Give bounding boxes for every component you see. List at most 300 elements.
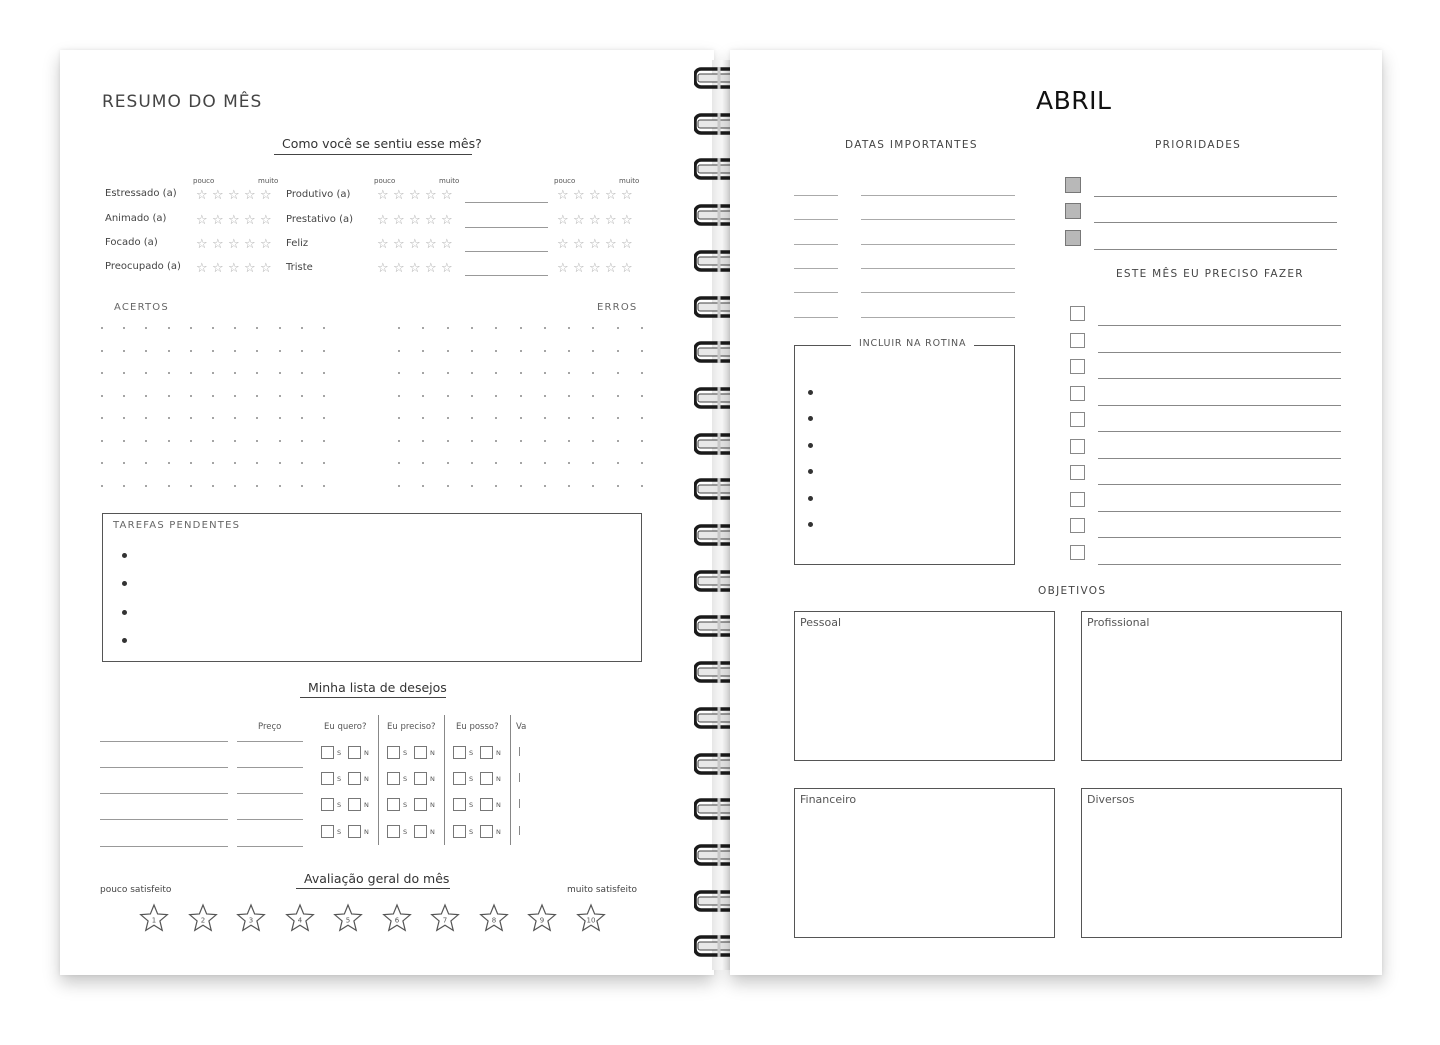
rating-star-icon: ☆ [441,237,453,252]
grid-dot [422,440,424,442]
rating-star-icon: ☆ [589,237,601,252]
grid-dot [544,417,546,419]
wish-price-line [237,846,303,847]
checkbox-icon [1070,386,1085,401]
grid-dot [234,485,236,487]
rating-star-icon: ☆ [377,261,389,276]
grid-dot [520,440,522,442]
wish-price-line [237,767,303,768]
grid-dot [617,350,619,352]
feeling-label: Feliz [286,238,309,249]
grid-dot [641,327,643,329]
event-line [861,244,1015,245]
rating-star-icon [527,903,557,933]
task-line [1098,537,1341,538]
event-line [861,292,1015,293]
right-page [730,50,1382,975]
event-line [861,268,1015,269]
yes-label: S [469,828,474,836]
grid-dot [617,440,619,442]
grid-dot [520,417,522,419]
rating-number: 1 [151,916,157,925]
yes-label: S [403,775,408,783]
grid-dot [190,372,192,374]
task-line [1098,484,1341,485]
grid-dot [398,372,400,374]
grid-dot [568,327,570,329]
bullet [808,469,813,474]
grid-dot [447,462,449,464]
grid-dot [323,485,325,487]
grid-dot [123,350,125,352]
grid-dot [168,417,170,419]
wishlist-header: Eu quero? [324,722,367,732]
page-title: RESUMO DO MÊS [102,92,263,112]
grid-dot [234,417,236,419]
grid-dot [422,417,424,419]
grid-dot [145,372,147,374]
grid-dot [447,372,449,374]
yes-label: S [337,775,342,783]
grid-dot [592,372,594,374]
feel-heading-underline [274,154,472,155]
grid-dot [256,350,258,352]
no-label: N [496,801,501,809]
checkbox [348,746,361,759]
grid-dot [398,462,400,464]
grid-dot [495,417,497,419]
grid-dot [447,440,449,442]
grid-dot [145,327,147,329]
grid-dot [495,485,497,487]
priority-line [1094,249,1337,250]
yes-label: S [403,749,408,757]
value-tick [519,799,520,808]
grid-dot [447,395,449,397]
checkbox [321,825,334,838]
rating-star-icon: ☆ [441,261,453,276]
rating-star-icon: ☆ [260,213,272,228]
grid-dot [301,372,303,374]
grid-dot [495,462,497,464]
no-label: N [364,775,369,783]
rating-high-label: muito satisfeito [567,885,638,895]
no-label: N [496,828,501,836]
checkbox-icon [1070,306,1085,321]
grid-dot [592,462,594,464]
checkbox [480,825,493,838]
rating-star-icon: ☆ [212,213,224,228]
feeling-label: Produtivo (a) [286,189,351,200]
checkbox-icon [1070,545,1085,560]
feeling-label: Animado (a) [105,213,167,224]
no-label: N [364,828,369,836]
grid-dot [101,372,103,374]
grid-dot [398,327,400,329]
grid-dot [471,327,473,329]
grid-dot [592,485,594,487]
grid-dot [168,395,170,397]
rating-star-icon: ☆ [212,237,224,252]
checkbox [480,798,493,811]
no-label: N [430,828,435,836]
rating-star-icon: ☆ [244,213,256,228]
grid-dot [568,440,570,442]
rating-star-icon [382,903,412,933]
grid-dot [101,350,103,352]
custom-feeling-line [465,227,548,228]
no-label: N [430,801,435,809]
rating-star-icon: ☆ [441,188,453,203]
bullet [122,638,127,643]
rating-star-icon [576,903,606,933]
rating-star-icon: ☆ [557,188,569,203]
wish-item-line [100,793,228,794]
no-label: N [430,775,435,783]
no-label: N [364,801,369,809]
grid-dot [168,372,170,374]
task-line [1098,458,1341,459]
no-label: N [496,775,501,783]
grid-dot [617,485,619,487]
grid-dot [123,372,125,374]
rating-star-icon: ☆ [605,213,617,228]
rating-star-icon: ☆ [244,237,256,252]
grid-dot [568,395,570,397]
grid-dot [641,417,643,419]
checkbox [387,746,400,759]
wish-item-line [100,819,228,820]
rating-star-icon: ☆ [605,261,617,276]
yes-label: S [403,801,408,809]
rating-star-icon [285,903,315,933]
rating-star-icon: ☆ [393,261,405,276]
custom-feeling-line [465,202,548,203]
grid-dot [234,462,236,464]
grid-dot [123,417,125,419]
rating-star-icon: ☆ [393,237,405,252]
grid-dot [323,462,325,464]
rating-number: 5 [345,916,351,925]
rating-star-icon: ☆ [260,261,272,276]
task-line [1098,378,1341,379]
feeling-label: Prestativo (a) [286,214,354,225]
checkbox [348,772,361,785]
grid-dot [471,485,473,487]
grid-dot [123,440,125,442]
checkbox [414,772,427,785]
rating-star-icon [479,903,509,933]
grid-dot [422,462,424,464]
pendentes-title: TAREFAS PENDENTES [113,520,241,531]
date-line [794,317,838,318]
grid-dot [279,417,281,419]
rating-star-icon: ☆ [573,213,585,228]
priority-line [1094,196,1337,197]
rating-star-icon: ☆ [377,237,389,252]
obj-box-pessoal [794,611,1055,761]
grid-dot [422,395,424,397]
grid-dot [256,327,258,329]
scale-low-label: pouco [193,177,215,185]
date-line [794,268,838,269]
rating-star-icon: ☆ [409,237,421,252]
grid-dot [471,350,473,352]
no-label: N [430,749,435,757]
no-label: N [364,749,369,757]
rating-star-icon: ☆ [196,237,208,252]
grid-dot [234,350,236,352]
grid-dot [641,372,643,374]
feeling-label: Focado (a) [105,237,158,248]
grid-dot [398,417,400,419]
rating-star-icon: ☆ [621,213,633,228]
rating-star-icon: ☆ [196,188,208,203]
grid-dot [145,395,147,397]
rating-star-icon: ☆ [425,261,437,276]
grid-dot [101,417,103,419]
grid-dot [279,372,281,374]
grid-dot [617,327,619,329]
rating-star-icon: ☆ [377,213,389,228]
checkbox [348,798,361,811]
wish-price-line [237,741,303,742]
bullet [122,553,127,558]
grid-dot [398,350,400,352]
grid-dot [422,350,424,352]
grid-dot [398,440,400,442]
grid-dot [101,440,103,442]
grid-dot [447,350,449,352]
grid-dot [447,485,449,487]
grid-dot [641,485,643,487]
obj-label: Profissional [1087,616,1150,629]
grid-dot [279,395,281,397]
fazer-title: ESTE MÊS EU PRECISO FAZER [1116,268,1304,280]
feel-heading: Como você se sentiu esse mês? [282,136,482,151]
grid-dot [495,327,497,329]
grid-dot [234,372,236,374]
rating-star-icon: ☆ [605,188,617,203]
grid-dot [301,485,303,487]
checkbox [414,798,427,811]
grid-dot [323,440,325,442]
grid-dot [568,350,570,352]
yes-label: S [337,801,342,809]
checkbox-icon [1070,518,1085,533]
checkbox [321,798,334,811]
priority-line [1094,222,1337,223]
wish-item-line [100,741,228,742]
priority-square-icon [1065,230,1081,246]
checkbox [321,772,334,785]
checkbox [480,772,493,785]
grid-dot [168,350,170,352]
grid-dot [301,462,303,464]
rating-star-icon: ☆ [557,237,569,252]
obj-label: Pessoal [800,616,841,629]
rating-star-icon: ☆ [196,261,208,276]
rating-number: 9 [539,916,545,925]
grid-dot [234,440,236,442]
rating-star-icon: ☆ [621,188,633,203]
grid-dot [495,440,497,442]
grid-dot [168,440,170,442]
event-line [861,317,1015,318]
yes-label: S [469,749,474,757]
grid-dot [641,440,643,442]
grid-dot [323,327,325,329]
wishlist-underline [300,697,446,698]
grid-dot [145,440,147,442]
date-line [794,219,838,220]
rating-star-icon: ☆ [377,188,389,203]
date-line [794,292,838,293]
rating-star-icon: ☆ [589,261,601,276]
grid-dot [123,395,125,397]
checkbox [387,825,400,838]
grid-dot [471,440,473,442]
grid-dot [101,327,103,329]
grid-dot [592,395,594,397]
checkbox-icon [1070,465,1085,480]
acertos-label: ACERTOS [114,302,169,313]
rating-star-icon: ☆ [573,188,585,203]
grid-dot [212,327,214,329]
grid-dot [301,350,303,352]
rating-star-icon: ☆ [441,213,453,228]
rating-star-icon: ☆ [557,261,569,276]
grid-dot [592,350,594,352]
grid-dot [101,462,103,464]
wishlist-header: Va [516,722,527,732]
grid-dot [301,417,303,419]
feeling-label: Preocupado (a) [105,261,181,272]
grid-dot [617,462,619,464]
grid-dot [190,417,192,419]
grid-dot [520,372,522,374]
value-tick [519,773,520,782]
rating-star-icon: ☆ [589,188,601,203]
task-line [1098,564,1341,565]
bullet [808,390,813,395]
event-line [861,219,1015,220]
grid-dot [568,485,570,487]
grid-dot [101,395,103,397]
grid-dot [212,372,214,374]
grid-dot [544,350,546,352]
rating-star-icon: ☆ [425,237,437,252]
grid-dot [145,417,147,419]
obj-box-financeiro [794,788,1055,938]
date-line [794,195,838,196]
obj-box-profissional [1081,611,1342,761]
custom-feeling-line [465,275,548,276]
grid-dot [212,417,214,419]
grid-dot [520,350,522,352]
rating-number: 4 [297,916,302,925]
grid-dot [256,372,258,374]
pendentes-box [102,513,642,662]
obj-label: Financeiro [800,793,857,806]
grid-dot [641,462,643,464]
value-tick [519,826,520,835]
rating-star-icon: ☆ [260,237,272,252]
priority-square-icon [1065,203,1081,219]
grid-dot [234,327,236,329]
rating-star-icon: ☆ [196,213,208,228]
grid-dot [471,417,473,419]
grid-dot [256,462,258,464]
grid-dot [544,440,546,442]
grid-dot [256,485,258,487]
rating-star-icon: ☆ [573,237,585,252]
task-line [1098,405,1341,406]
checkbox [453,772,466,785]
yes-label: S [337,749,342,757]
grid-dot [544,485,546,487]
rating-number: 6 [394,916,399,925]
wishlist-header: Eu posso? [456,722,499,732]
obj-box-diversos [1081,788,1342,938]
event-line [861,195,1015,196]
rating-star-icon: ☆ [260,188,272,203]
rating-number: 8 [491,916,496,925]
prioridades-title: PRIORIDADES [1155,139,1242,151]
grid-dot [145,350,147,352]
grid-dot [168,485,170,487]
datas-title: DATAS IMPORTANTES [845,139,978,151]
checkbox [387,772,400,785]
rating-star-icon: ☆ [244,261,256,276]
grid-dot [212,485,214,487]
grid-dot [422,372,424,374]
rating-star-icon: ☆ [228,213,240,228]
grid-dot [212,462,214,464]
grid-dot [520,327,522,329]
grid-dot [495,395,497,397]
rating-star-icon [139,903,169,933]
wishlist-header: Preço [258,722,282,732]
grid-dot [190,485,192,487]
date-line [794,244,838,245]
grid-dot [617,417,619,419]
feeling-label: Estressado (a) [105,188,177,199]
grid-dot [544,462,546,464]
rating-title: Avaliação geral do mês [304,871,450,886]
grid-dot [617,372,619,374]
bullet [808,522,813,527]
rating-star-icon: ☆ [605,237,617,252]
grid-dot [544,372,546,374]
grid-dot [212,350,214,352]
grid-dot [212,440,214,442]
grid-dot [398,395,400,397]
column-divider [510,715,511,845]
bullet [808,443,813,448]
rating-star-icon: ☆ [425,188,437,203]
column-divider [378,715,379,845]
grid-dot [544,395,546,397]
yes-label: S [469,801,474,809]
yes-label: S [337,828,342,836]
left-page [60,50,714,975]
grid-dot [447,327,449,329]
grid-dot [234,395,236,397]
grid-dot [279,327,281,329]
grid-dot [256,440,258,442]
bullet [808,496,813,501]
